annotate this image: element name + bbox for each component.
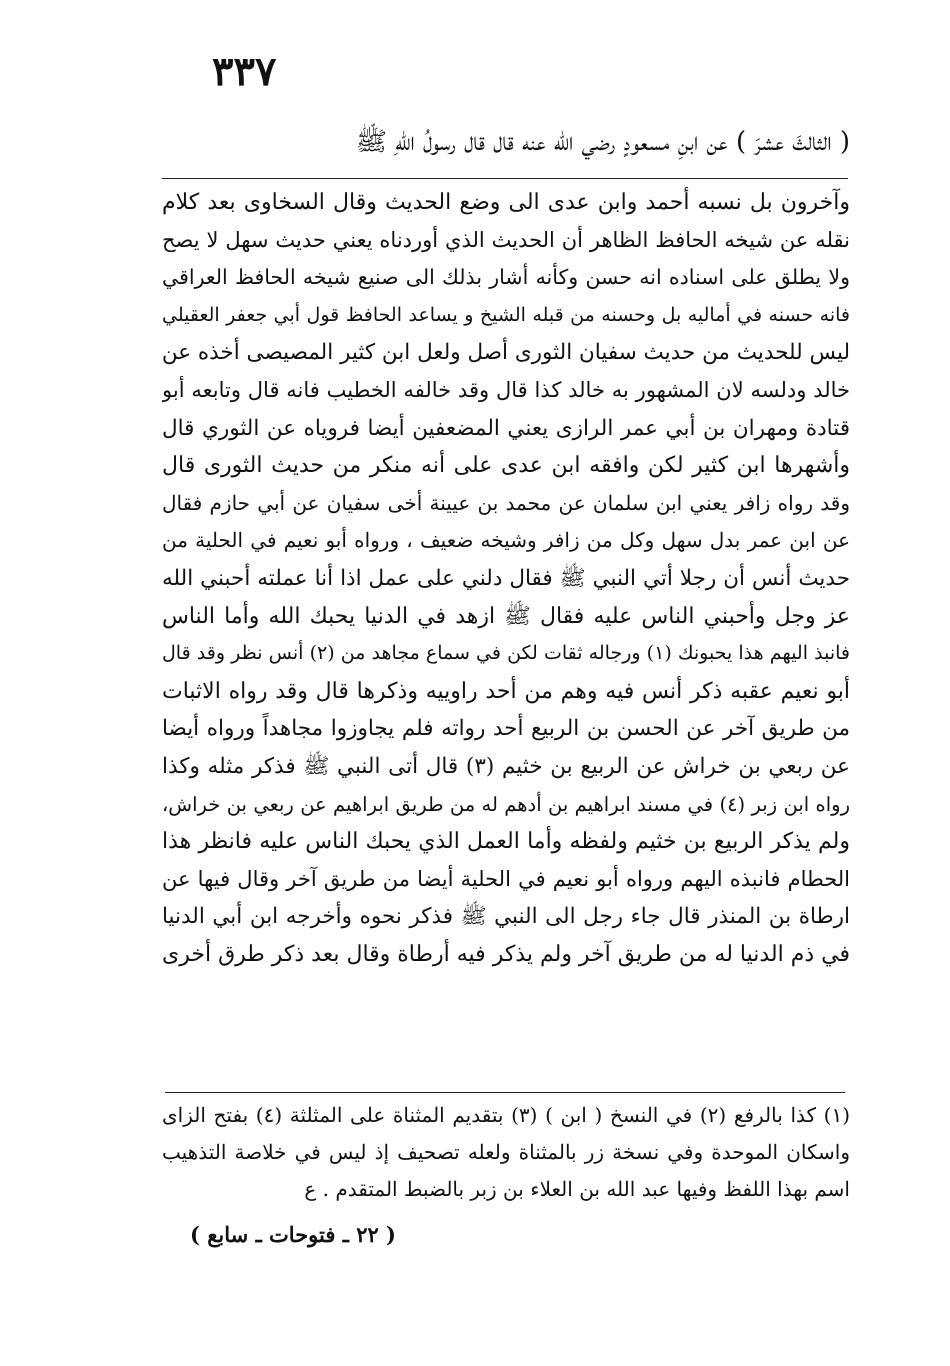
body-text [162, 184, 850, 973]
body-line: ارطاة بن المنذر قال جاء رجل الى النبي ﷺ فذكر نحوه وأخرجه ابن أبي الدنيا [162, 904, 850, 930]
body-line: فانبذ اليهم هذا يحبونك (١) ورجاله ثقات لكن في سماع مجاهد من (٢) أنس نظر وقد قال [162, 642, 850, 665]
body-line: حديث أنس أن رجلا أتي النبي ﷺ فقال دلني على عمل اذا أنا عملته أحبني الله [162, 565, 850, 591]
body-line: نقله عن شيخه الحافظ الظاهر أن الحديث الذي أوردناه يعني حديث سهل لا يصح [162, 227, 850, 252]
footnote-line: (١) كذا بالرفع (٢) في النسخ ( ابن ) (٣) بتقديم المثناة على المثلثة (٤) بفتح الزاى [162, 1103, 850, 1127]
body-line: عز وجل وأحبني الناس عليه فقال ﷺ ازهد في الدنيا يحبك الله وأما الناس [162, 603, 850, 629]
footnote-line: واسكان الموحدة وفي نسخة زر بالمثناة ولعله تصحيف إذ ليس في خلاصة التذهيب [162, 1140, 850, 1164]
body-line: رواه ابن زبر (٤) في مسند ابراهيم بن أدهم له من طريق ابراهيم عن ربعي بن خراش، [162, 792, 850, 816]
body-line: من طريق آخر عن الحسن بن الربيع أحد رواته فلم يجاوزوا مجاهداً ورواه أيضا [162, 716, 850, 742]
body-line: خالد ودلسه لان المشهور به خالد كذا قال وقد خالفه الخطيب فانه قال وتابعه أبو [162, 377, 850, 402]
body-line: ولم يذكر الربيع بن خثيم ولفظه وأما العمل الذي يحبك الناس عليه فانظر هذا [162, 829, 850, 855]
footnote-rule [165, 1092, 845, 1093]
body-line: أبو نعيم عقبه ذكر أنس فيه وهم من أحد راوييه وذكرها قال وقد رواه الاثبات [162, 678, 850, 704]
body-line: ولا يطلق على اسناده انه حسن وكأنه أشار بذلك الى صنيع شيخه الحافظ العراقي [162, 265, 850, 290]
footnotes [162, 1097, 850, 1208]
header-rule [162, 178, 848, 179]
page-number: ٣٣٧ [212, 48, 277, 95]
body-line: وآخرون بل نسبه أحمد وابن عدى الى وضع الحديث وقال السخاوى بعد كلام [162, 190, 850, 215]
printer-signature: ( ٢٢ ـ فتوحات ـ سابع ) [190, 1222, 396, 1247]
body-line: ليس للحديث من حديث سفيان الثورى أصل ولعل ابن كثير المصيصى أخذه عن [162, 340, 850, 366]
chapter-heading: ( الثالثَ عشرَ ) عن ابنِ مسعودٍ رضي الله عنه قال قال رسولُ اللهِ ﷺ [355, 127, 850, 157]
body-line: في ذم الدنيا له من طريق آخر ولم يذكر فيه أرطاة وقال بعد ذكر طرق أخرى [162, 941, 850, 967]
body-line: قتادة ومهران بن أبي عمر الرازى يعني المضعفين أيضا فروياه عن الثوري قال [162, 415, 850, 441]
body-line: عن ربعي بن خراش عن الربيع بن خثيم (٣) قال أتى النبي ﷺ فذكر مثله وكذا [162, 753, 850, 779]
body-line: عن ابن عمر بدل سهل وكل من زافر وشيخه ضعيف ، ورواه أبو نعيم في الحلية من [162, 528, 850, 553]
footnote-line: اسم بهذا اللفظ وفيها عبد الله بن العلاء بن زبر بالضبط المتقدم . ع [304, 1177, 850, 1201]
body-line: وقد رواه زافر يعني ابن سلمان عن محمد بن عيينة أخى سفيان عن أبي حازم فقال [162, 490, 850, 515]
body-line: فانه حسنه في أماليه بل وحسنه من قبله الشيخ و يساعد الحافظ قول أبي جعفر العقيلي [162, 303, 850, 326]
body-line: الحطام فانبذه اليهم ورواه أبو نعيم في الحلية أيضا من طريق آخر وقال فيها عن [162, 866, 850, 891]
body-line: وأشهرها ابن كثير لكن وافقه ابن عدى على أنه منكر من حديث الثورى قال [162, 453, 850, 479]
